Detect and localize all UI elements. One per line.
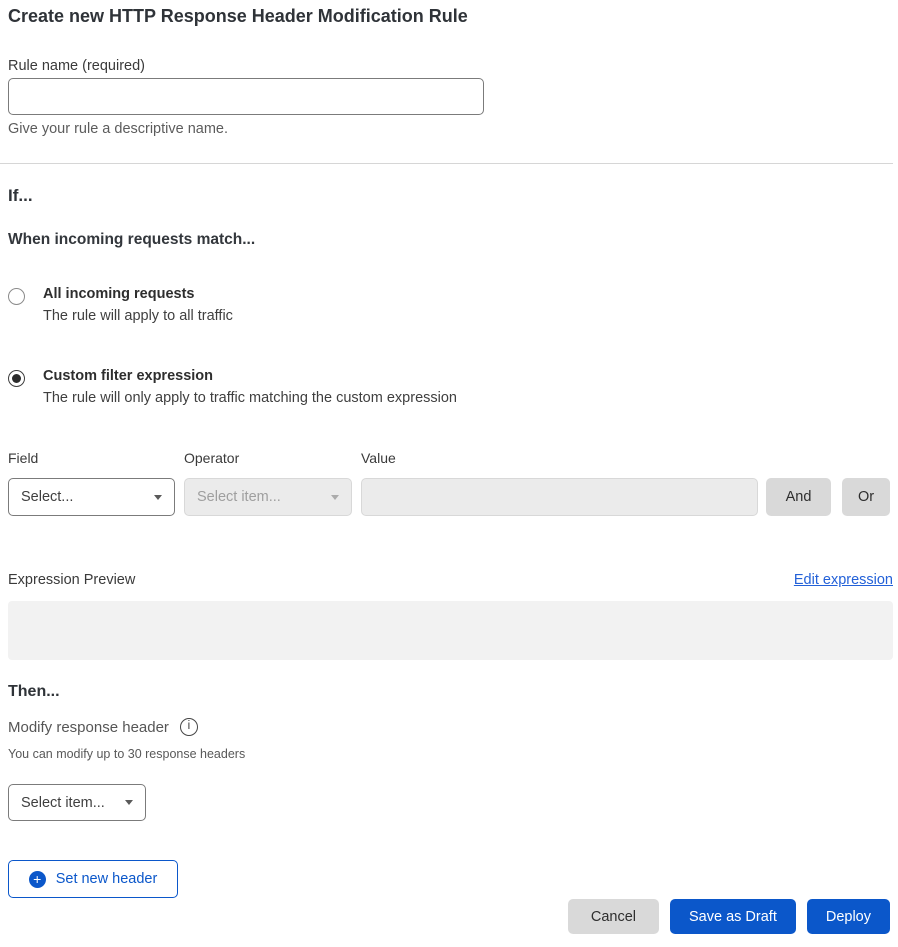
if-heading: If... bbox=[8, 186, 33, 205]
modify-response-header-label: Modify response header bbox=[8, 718, 169, 736]
modify-header-helper: You can modify up to 30 response headers bbox=[8, 747, 246, 761]
field-select[interactable] bbox=[8, 478, 175, 516]
rule-name-helper: Give your rule a descriptive name. bbox=[8, 121, 229, 137]
save-as-draft-button[interactable]: Save as Draft bbox=[670, 899, 796, 934]
field-label: Field bbox=[8, 450, 39, 466]
radio-button[interactable] bbox=[8, 370, 25, 387]
or-button[interactable]: Or bbox=[842, 478, 890, 516]
chevron-down-icon bbox=[331, 495, 339, 500]
radio-option-texts bbox=[43, 286, 233, 324]
radio-option-all-incoming-requests[interactable] bbox=[8, 286, 233, 324]
expression-preview-label: Expression Preview bbox=[8, 572, 136, 588]
operator-select bbox=[184, 478, 352, 516]
value-label: Value bbox=[361, 450, 396, 466]
cancel-button[interactable]: Cancel bbox=[568, 899, 659, 934]
field-select-value: Select... bbox=[21, 489, 74, 505]
edit-expression-link[interactable]: Edit expression bbox=[793, 572, 893, 588]
operator-label: Operator bbox=[184, 450, 240, 466]
section-divider bbox=[0, 163, 893, 164]
radio-option-label[interactable]: Custom filter expression bbox=[43, 368, 214, 384]
radio-option-custom-filter-expression[interactable] bbox=[8, 368, 457, 406]
and-button[interactable]: And bbox=[766, 478, 831, 516]
chevron-down-icon bbox=[125, 800, 133, 805]
radio-option-description: The rule will only apply to traffic matching the custom expression bbox=[43, 390, 457, 406]
then-heading: Then... bbox=[8, 683, 60, 700]
radio-option-description: The rule will apply to all traffic bbox=[43, 308, 233, 324]
radio-option-label[interactable]: All incoming requests bbox=[43, 286, 195, 302]
page-title: Create new HTTP Response Header Modification Rule bbox=[8, 6, 468, 26]
radio-button[interactable] bbox=[8, 288, 25, 305]
modify-response-header-row bbox=[8, 718, 198, 736]
radio-option-texts bbox=[43, 368, 457, 406]
expression-preview-box bbox=[8, 601, 893, 660]
value-input bbox=[361, 478, 758, 516]
deploy-button[interactable]: Deploy bbox=[807, 899, 890, 934]
plus-circle-icon: + bbox=[29, 871, 46, 888]
set-new-header-label: Set new header bbox=[55, 871, 158, 887]
operator-select-value: Select item... bbox=[197, 489, 281, 505]
set-new-header-button[interactable] bbox=[8, 860, 178, 898]
header-item-select[interactable] bbox=[8, 784, 146, 821]
info-icon[interactable]: i bbox=[180, 718, 198, 736]
rule-name-label: Rule name (required) bbox=[8, 58, 146, 74]
form-actions bbox=[568, 899, 890, 934]
header-item-select-value: Select item... bbox=[21, 794, 105, 811]
rule-name-input[interactable] bbox=[8, 78, 484, 115]
chevron-down-icon bbox=[154, 495, 162, 500]
when-subheading: When incoming requests match... bbox=[8, 231, 256, 248]
